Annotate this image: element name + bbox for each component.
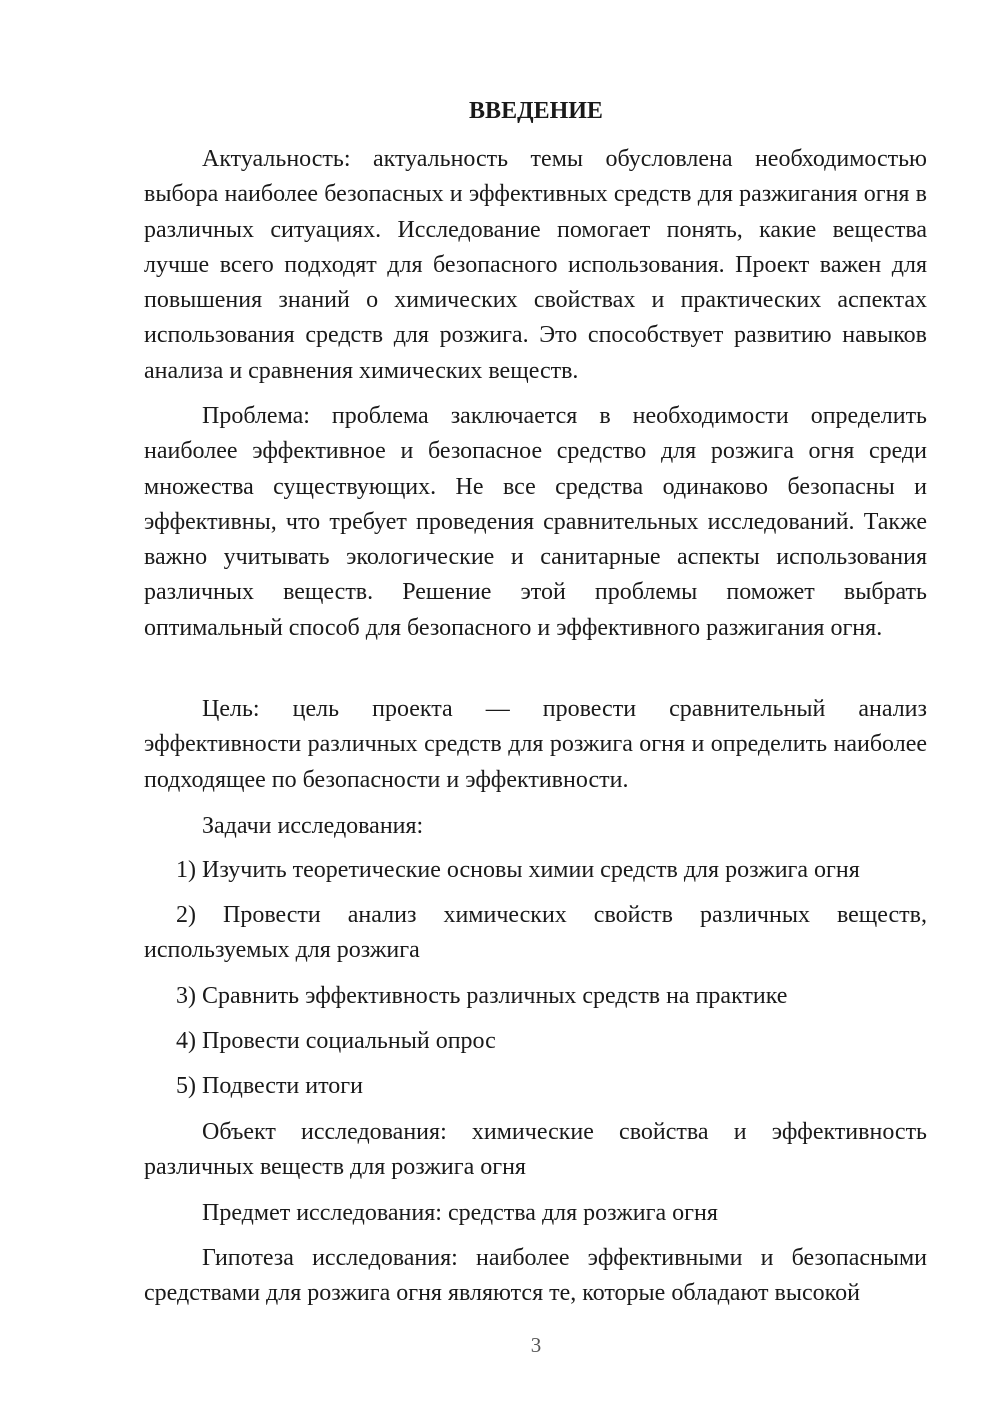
task-item-2: 2) Провести анализ химических свойств различных веществ, используемых для розжига: [144, 902, 927, 964]
task-item-3: 3) Сравнить эффективность различных средств на практике: [176, 983, 788, 1009]
task-item-4: 4) Провести социальный опрос: [176, 1028, 496, 1054]
page-number: 3: [530, 1333, 542, 1357]
paragraph-problem: Проблема: проблема заключается в необходимости определить наиболее эффективное и безопасное средство для розжига огня среди множества существующих. Не все средства одинаково безопасны и эффективны, что требует проведения сравнительных исследований. Также важно учитывать экологические и санитарные аспекты использования различных веществ. Решение этой проблемы поможет выбрать оптимальный способ для безопасного и эффективного разжигания огня.: [144, 403, 927, 641]
tasks-title: Задачи исследования:: [202, 813, 424, 839]
task-item-5: 5) Подвести итоги: [176, 1073, 363, 1099]
paragraph-relevance: Актуальность: актуальность темы обусловлена необходимостью выбора наиболее безопасных и эффективных средств для разжигания огня в различных ситуациях. Исследование помогает понять, какие вещества лучше всего подходят для безопасного использования. Проект важен для повышения знаний о химических свойствах и практических аспектах использования средств для розжига. Это способствует развитию навыков анализа и сравнения химических веществ.: [144, 146, 927, 384]
paragraph-hypothesis: Гипотеза исследования: наиболее эффективными и безопасными средствами для розжига огня являются те, которые обладают высокой: [144, 1245, 927, 1307]
paragraph-goal: Цель: цель проекта — провести сравнительный анализ эффективности различных средств для розжига огня и определить наиболее подходящее по безопасности и эффективности.: [144, 696, 927, 793]
task-item-1: 1) Изучить теоретические основы химии средств для розжига огня: [176, 857, 860, 883]
page-title: ВВЕДЕНИЕ: [469, 98, 603, 124]
paragraph-subject: Предмет исследования: средства для розжига огня: [202, 1200, 718, 1226]
paragraph-object: Объект исследования: химические свойства и эффективность различных веществ для розжига огня: [144, 1119, 927, 1181]
